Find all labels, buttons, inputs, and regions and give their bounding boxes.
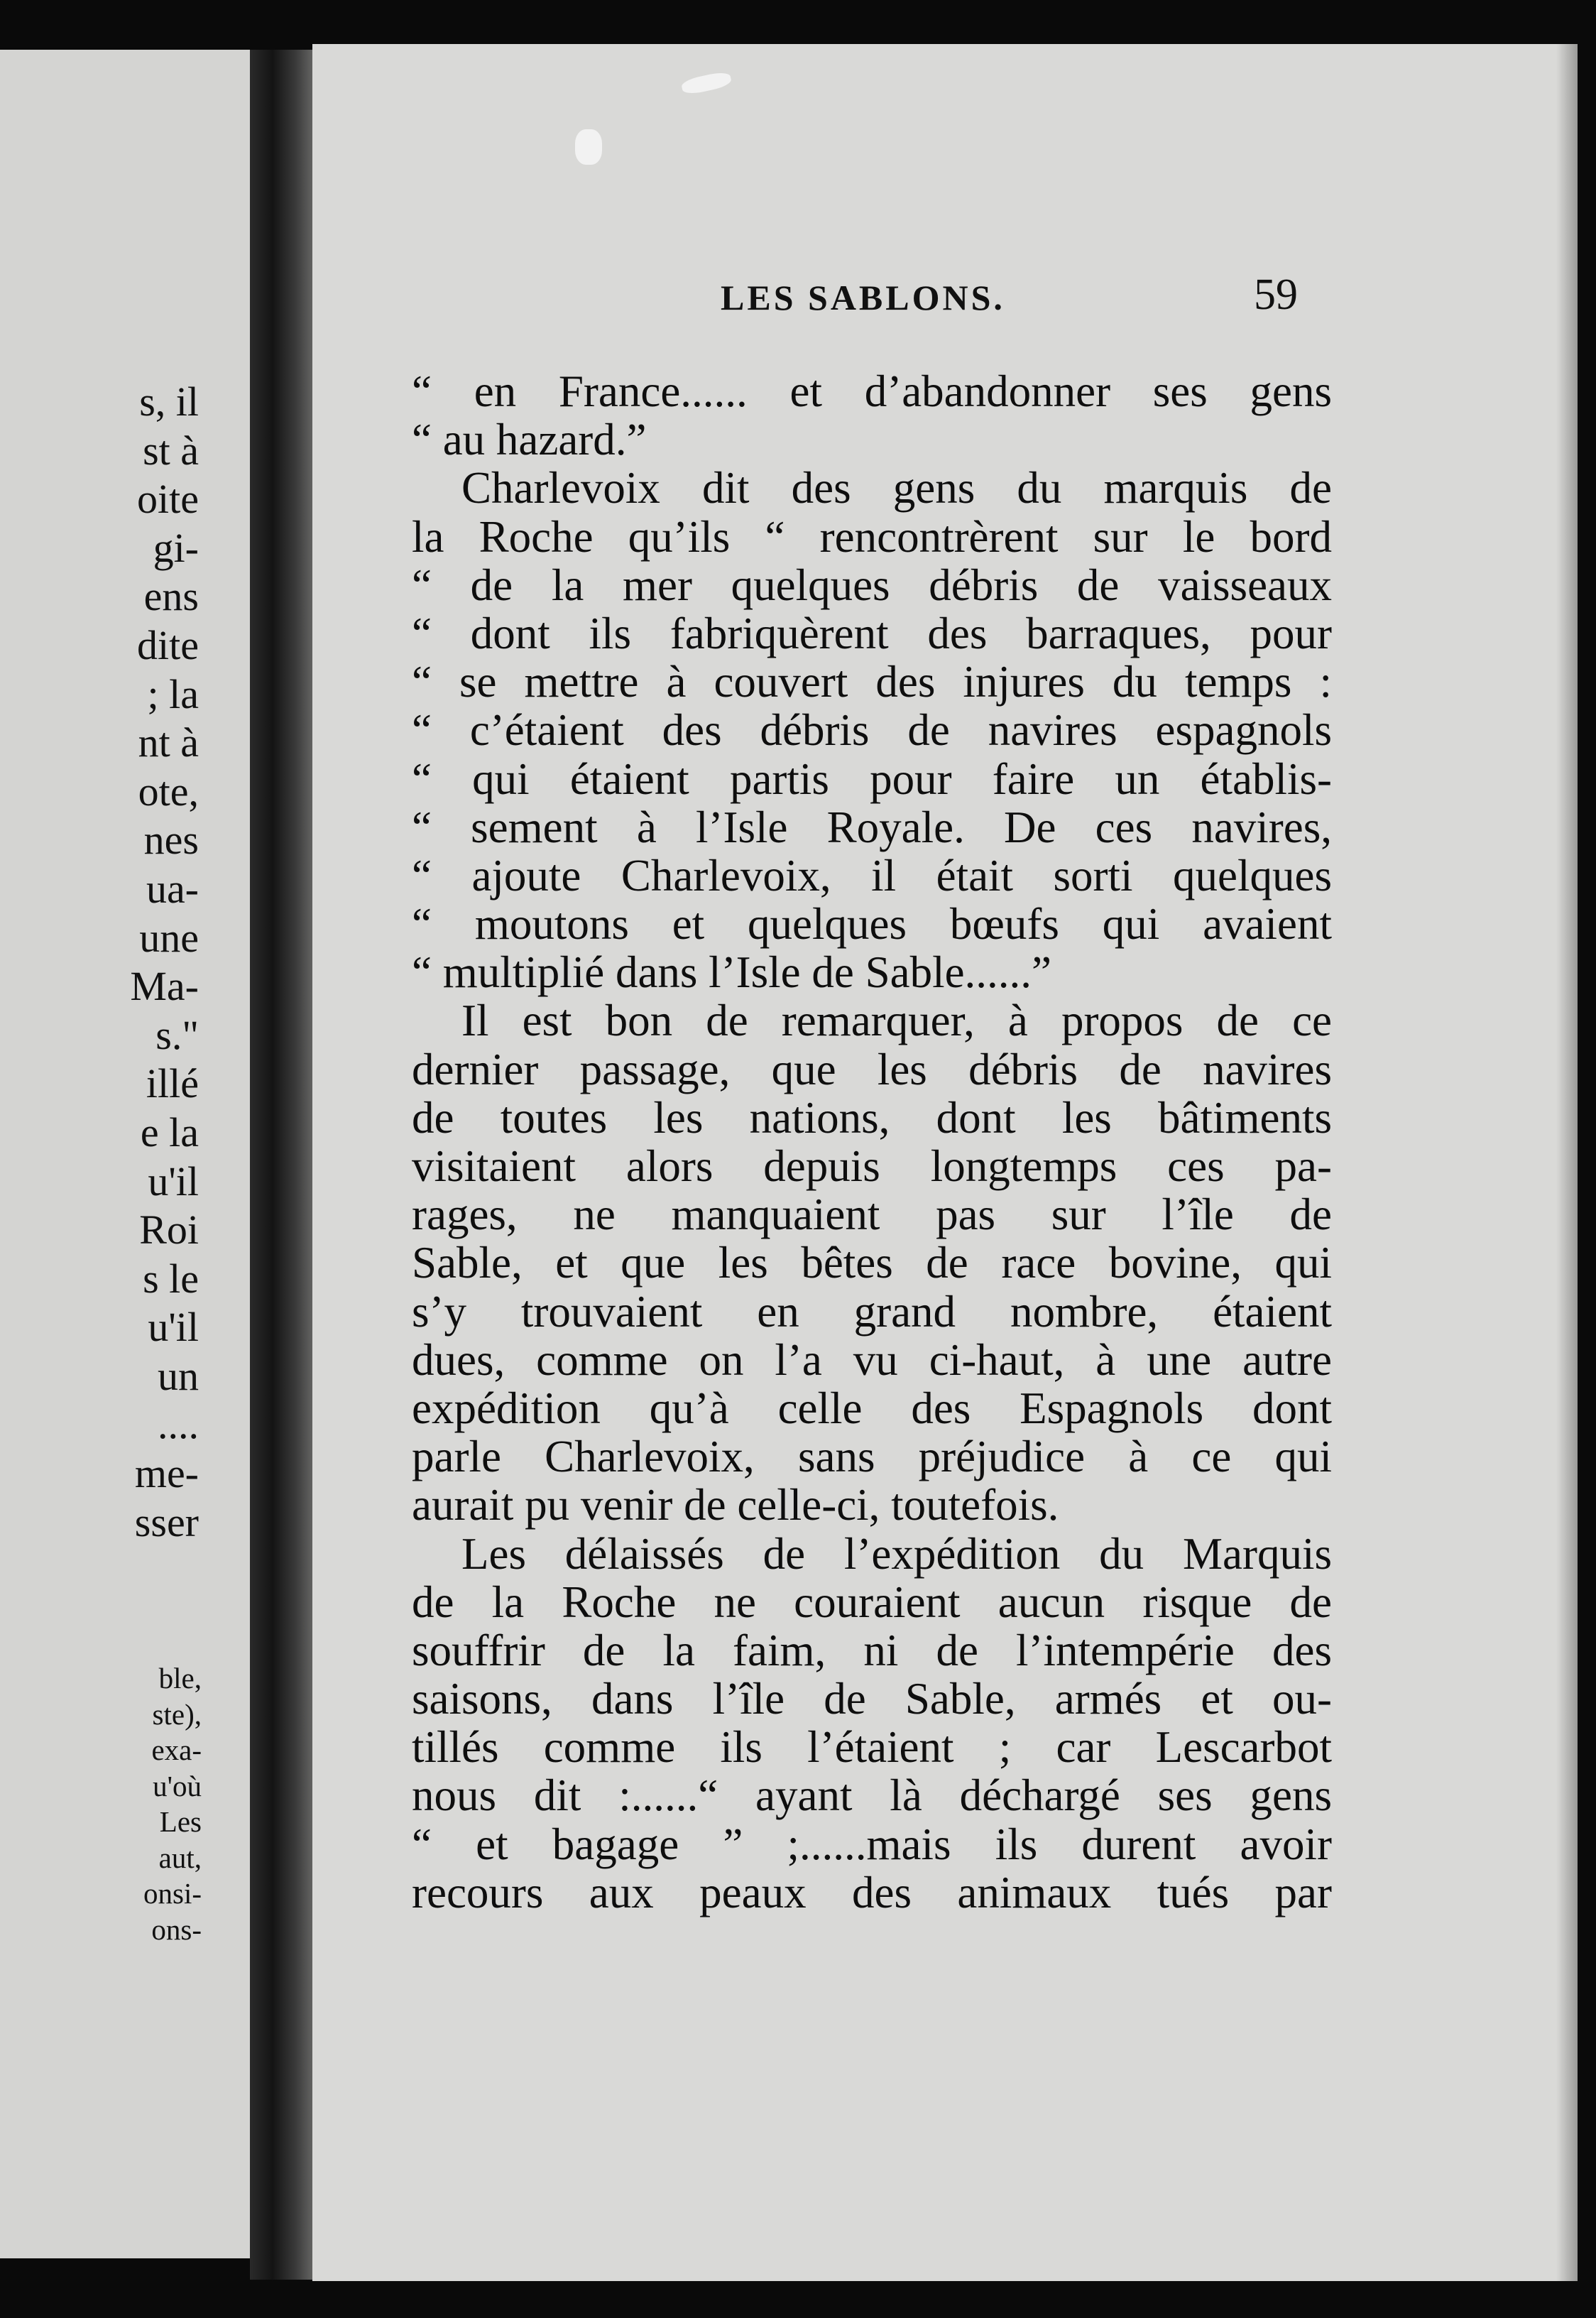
text-line: la Roche qu’ils “ rencontrèrent sur le bord [412,511,1332,562]
text-line: saisons, dans l’île de Sable, armés et ou- [412,1674,1332,1724]
previous-page-line: une [139,914,199,961]
previous-page-line: s." [155,1011,199,1058]
text-line: “ multiplié dans l’Isle de Sable......” [412,947,1052,998]
previous-page-line: u'il [148,1158,199,1204]
previous-page-line: un [158,1352,199,1399]
book-page [312,44,1578,2281]
previous-page-line: e la [140,1109,199,1155]
previous-page-footnote-line: ble, [158,1662,202,1694]
text-line: “ en France...... et d’abandonner ses gens [412,366,1332,416]
previous-page-line: st à [143,427,199,474]
previous-page-line: illé [146,1060,199,1107]
text-line: Il est bon de remarquer, à propos de ce [461,996,1332,1046]
text-line: dernier passage, que les débris de navires [412,1044,1332,1094]
previous-page-line: Ma- [130,963,199,1010]
text-line: s’y trouvaient en grand nombre, étaient [412,1286,1332,1337]
text-line: “ qui étaient partis pour faire un établis- [412,753,1332,804]
previous-page-footnote-line: exa- [151,1734,202,1766]
previous-page-fragment [0,50,256,2258]
text-line: de la Roche ne couraient aucun risque de [412,1577,1332,1627]
text-line: “ et bagage ” ;......mais ils durent avoir [412,1819,1332,1869]
text-line: visitaient alors depuis longtemps ces pa- [412,1141,1332,1191]
text-line: tillés comme ils l’étaient ; car Lescarbot [412,1722,1332,1773]
previous-page-footnote-line: Les [159,1805,202,1838]
previous-page-line: sser [134,1498,199,1545]
text-line: “ dont ils fabriquèrent des barraques, pour [412,608,1332,658]
text-line: parle Charlevoix, sans préjudice à ce qui [412,1432,1332,1482]
previous-page-line: s le [143,1255,199,1302]
previous-page-line: nes [143,817,199,864]
previous-page-line: gi- [153,524,199,571]
previous-page-line: nt à [138,719,199,766]
text-line: “ c’étaient des débris de navires espagnols [412,705,1332,756]
previous-page-line: u'il [148,1304,199,1351]
text-line: rages, ne manquaient pas sur l’île de [412,1190,1332,1240]
text-line: “ de la mer quelques débris de vaisseaux [412,560,1332,610]
previous-page-line: ua- [146,865,199,912]
text-line: recours aux peaux des animaux tués par [412,1867,1332,1917]
text-line: Les délaissés de l’expédition du Marquis [461,1528,1332,1579]
previous-page-line: s, il [139,379,199,425]
previous-page-line: oite [137,476,199,523]
text-line: souffrir de la faim, ni de l’intempérie des [412,1625,1332,1675]
book-gutter [250,50,315,2280]
previous-page-text [0,378,199,1547]
previous-page-footnote-line: ons- [151,1912,202,1946]
previous-page-line: .... [158,1401,199,1448]
body-text [412,367,1332,1917]
running-head: LES SABLONS. [721,278,1005,317]
text-line: “ au hazard.” [412,415,647,465]
previous-page-footnotes [0,1660,202,1947]
previous-page-line: ens [143,573,199,620]
text-line: “ ajoute Charlevoix, il était sorti quelques [412,850,1332,900]
previous-page-line: Roi [139,1207,199,1253]
previous-page-line: ote, [138,768,199,815]
text-line: dues, comme on l’a vu ci-haut, à une autre [412,1334,1332,1385]
previous-page-line: dite [137,621,199,668]
previous-page-footnote-line: u'où [153,1769,202,1802]
text-line: “ se mettre à couvert des injures du temps : [412,657,1332,707]
text-line: aurait pu venir de celle-ci, toutefois. [412,1480,1059,1530]
previous-page-line: me- [134,1450,199,1497]
text-line: Sable, et que les bêtes de race bovine, qui [412,1238,1332,1288]
previous-page-footnote-line: ste), [152,1697,202,1731]
text-line: “ sement à l’Isle Royale. De ces navires, [412,802,1332,852]
text-line: “ moutons et quelques bœufs qui avaient [412,899,1332,949]
text-line: de toutes les nations, dont les bâtiments [412,1092,1332,1143]
previous-page-line: ; la [147,670,199,717]
previous-page-footnote-line: onsi- [143,1877,202,1910]
text-line: Charlevoix dit des gens du marquis de [461,463,1332,513]
scan-speck [680,70,732,96]
text-line: nous dit :......“ ayant là déchargé ses gens [412,1770,1332,1821]
text-line: expédition qu’à celle des Espagnols dont [412,1383,1332,1433]
scan-speck [575,129,602,165]
page-number: 59 [1254,271,1298,319]
previous-page-footnote-line: aut, [158,1841,202,1874]
